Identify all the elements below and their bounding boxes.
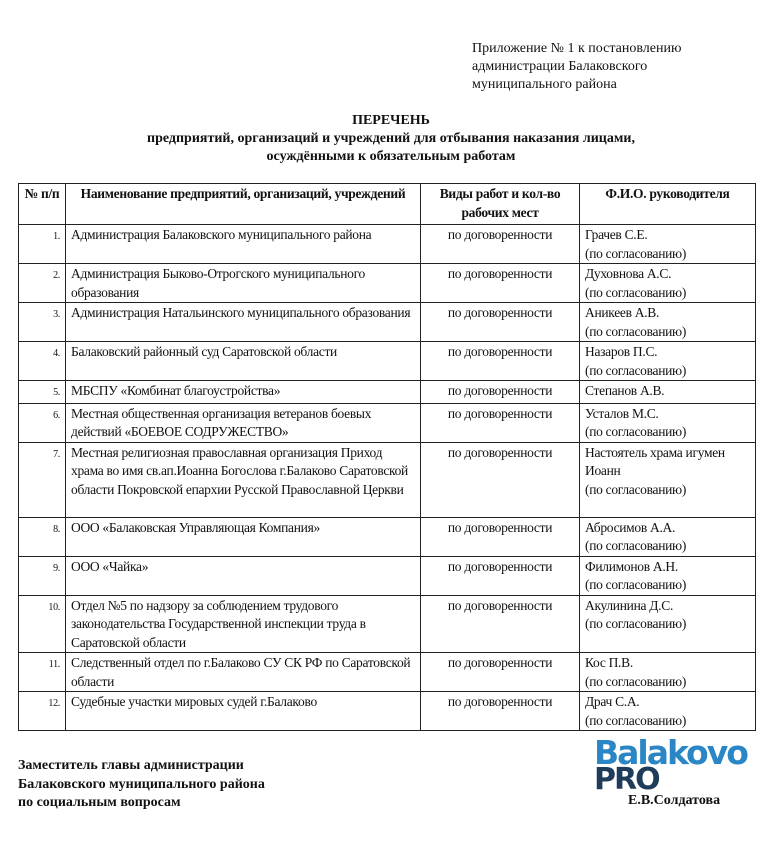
table-row [19,595,756,653]
row-number: 7. [19,442,66,517]
header-head: Ф.И.О. руководителя [580,184,756,225]
title-line: осуждёнными к обязательным работам [266,149,516,164]
work-kind: по договоренности [421,692,580,731]
appendix-line: Приложение № 1 к постановлению [472,41,682,56]
work-kind: по договоренности [421,653,580,692]
appendix-note [472,40,681,94]
table-row [19,442,756,517]
head-cell [580,442,756,517]
approval-note: (по согласованию) [585,577,687,592]
head-cell [580,381,756,404]
head-cell [580,403,756,442]
row-number: 4. [19,342,66,381]
row-number: 3. [19,303,66,342]
table-row [19,653,756,692]
head-cell [580,225,756,264]
work-kind: по договоренности [421,381,580,404]
head-name: Грачев С.Е. [585,227,648,242]
table-row [19,342,756,381]
table-header-row [19,184,756,225]
head-name: Настоятель храма игумен Иоанн [585,444,725,478]
organization-name: Балаковский районный суд Саратовской области [66,342,421,381]
head-name: Акулинина Д.С. [585,597,674,613]
row-number: 9. [19,556,66,595]
row-number: 8. [19,517,66,556]
organization-name: Следственный отдел по г.Балаково СУ СК РФ по Саратовской области [66,653,421,692]
organization-name: Отдел №5 по надзору за соблюдением трудового законодательства Государственной инспекции труда в Саратовской области [66,595,421,653]
signatory-line: Балаковского муниципального района [18,776,265,792]
organization-name: Администрация Быково-Отрогского муниципального образования [66,264,421,303]
approval-note: (по согласованию) [585,245,687,261]
logo-text: Balakovo [594,733,747,772]
signatory-block [18,757,265,813]
signatory-line: по социальным вопросам [18,795,181,810]
head-name: Духовнова А.С. [585,266,672,281]
row-number: 11. [19,653,66,692]
row-number: 5. [19,381,66,404]
table-row [19,517,756,556]
balakovo-pro-watermark-logo [594,733,747,797]
head-cell [580,517,756,556]
row-number: 1. [19,225,66,264]
table-row [19,303,756,342]
title-line: предприятий, организаций и учреждений для отбывания наказания лицами, [147,131,635,146]
organization-name: Местная общественная организация ветеранов боевых действий «БОЕВОЕ СОДРУЖЕСТВО» [66,403,421,442]
head-cell [580,556,756,595]
approval-note: (по согласованию) [585,284,687,300]
table-row [19,403,756,442]
organization-name: Администрация Натальинского муниципального образования [66,303,421,342]
organization-name: Судебные участки мировых судей г.Балаково [66,692,421,731]
table-row [19,225,756,264]
approval-note: (по согласованию) [585,481,687,497]
head-cell [580,342,756,381]
organization-name: МБСПУ «Комбинат благоустройства» [66,381,421,404]
approval-note: (по согласованию) [585,538,687,553]
work-kind: по договоренности [421,342,580,381]
title-line: ПЕРЕЧЕНЬ [352,113,430,128]
header-num: № п/п [19,184,66,225]
approval-note: (по согласованию) [585,323,687,339]
approval-note: (по согласованию) [585,424,687,439]
organization-name: Местная религиозная православная организация Приход храма во имя св.ап.Иоанна Богослова г.Балаково Саратовской области Покровской епархии Русской Православной Церкви [66,442,421,517]
row-number: 12. [19,692,66,731]
row-number: 6. [19,403,66,442]
head-name: Усталов М.С. [585,405,659,421]
table-row [19,556,756,595]
work-kind: по договоренности [421,225,580,264]
row-number: 2. [19,264,66,303]
appendix-line: администрации Балаковского [472,59,648,74]
table-row [19,692,756,731]
organization-name: ООО «Чайка» [66,556,421,595]
head-cell [580,264,756,303]
signatory-line: Заместитель главы администрации [18,758,244,773]
head-cell [580,595,756,653]
approval-note: (по согласованию) [585,712,687,728]
work-kind: по договоренности [421,517,580,556]
head-name: Кос П.В. [585,655,633,670]
work-kind: по договоренности [421,303,580,342]
header-kind: Виды работ и кол-во рабочих мест [421,184,580,225]
work-kind: по договоренности [421,442,580,517]
work-kind: по договоренности [421,556,580,595]
head-name: Степанов А.В. [585,383,665,398]
head-name: Абросимов А.А. [585,519,676,535]
work-kind: по договоренности [421,264,580,303]
head-cell [580,653,756,692]
work-kind: по договоренности [421,595,580,653]
head-name: Филимонов А.Н. [585,558,678,574]
head-name: Драч С.А. [585,694,640,709]
organization-name: Администрация Балаковского муниципального района [66,225,421,264]
table-row [19,264,756,303]
organization-name: ООО «Балаковская Управляющая Компания» [66,517,421,556]
head-name: Назаров П.С. [585,344,658,359]
table-row [19,381,756,404]
document-title [0,112,782,166]
logo-text: PRO [594,762,659,797]
approval-note: (по согласованию) [585,616,687,631]
organizations-table [18,183,756,731]
approval-note: (по согласованию) [585,362,687,378]
approval-note: (по согласованию) [585,673,687,689]
head-cell [580,303,756,342]
signature-name: Е.В.Солдатова [628,793,721,808]
work-kind: по договоренности [421,403,580,442]
row-number: 10. [19,595,66,653]
appendix-line: муниципального района [472,77,617,92]
head-cell [580,692,756,731]
head-name: Аникеев А.В. [585,305,660,320]
header-name: Наименование предприятий, организаций, учреждений [66,184,421,225]
